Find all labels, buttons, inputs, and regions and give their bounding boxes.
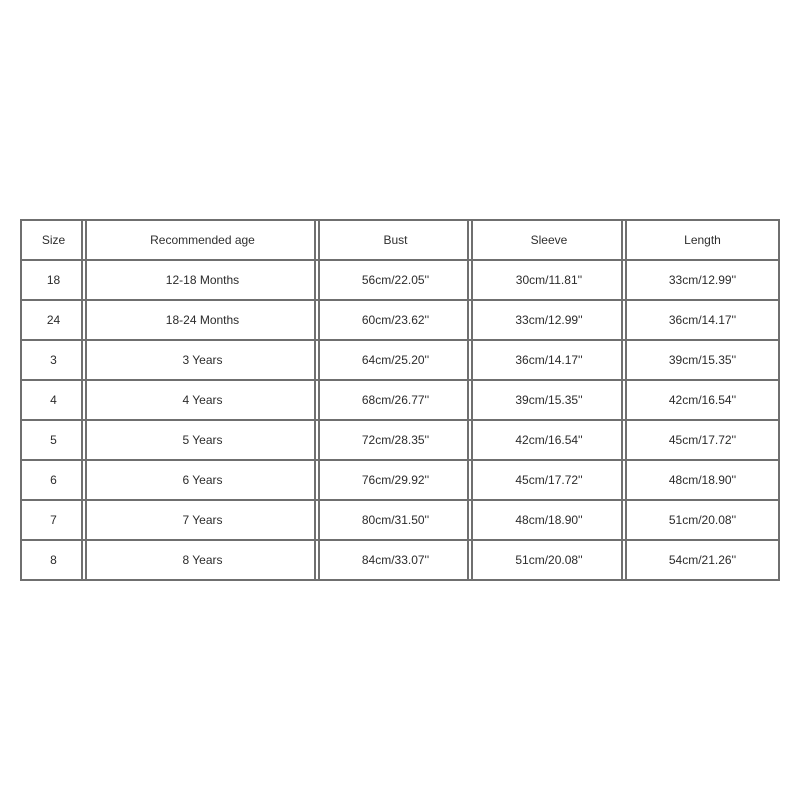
table-row bbox=[22, 501, 780, 541]
table-row bbox=[22, 421, 780, 461]
table-row bbox=[22, 301, 780, 341]
cell-sleeve: 48cm/18.90'' bbox=[473, 501, 627, 541]
cell-length: 54cm/21.26'' bbox=[627, 541, 780, 581]
cell-length: 39cm/15.35'' bbox=[627, 341, 780, 381]
table-row bbox=[22, 461, 780, 501]
cell-age: 8 Years bbox=[87, 541, 320, 581]
header-recommended-age: Recommended age bbox=[87, 221, 320, 261]
table-row bbox=[22, 341, 780, 381]
cell-bust: 76cm/29.92'' bbox=[320, 461, 473, 501]
cell-size: 4 bbox=[22, 381, 87, 421]
cell-length: 48cm/18.90'' bbox=[627, 461, 780, 501]
table-row bbox=[22, 541, 780, 581]
cell-bust: 56cm/22.05'' bbox=[320, 261, 473, 301]
cell-length: 42cm/16.54'' bbox=[627, 381, 780, 421]
cell-age: 7 Years bbox=[87, 501, 320, 541]
cell-length: 36cm/14.17'' bbox=[627, 301, 780, 341]
cell-size: 8 bbox=[22, 541, 87, 581]
cell-bust: 64cm/25.20'' bbox=[320, 341, 473, 381]
header-length: Length bbox=[627, 221, 780, 261]
cell-bust: 84cm/33.07'' bbox=[320, 541, 473, 581]
cell-sleeve: 33cm/12.99'' bbox=[473, 301, 627, 341]
size-chart-table bbox=[20, 219, 780, 581]
cell-age: 6 Years bbox=[87, 461, 320, 501]
cell-bust: 68cm/26.77'' bbox=[320, 381, 473, 421]
cell-length: 45cm/17.72'' bbox=[627, 421, 780, 461]
cell-size: 24 bbox=[22, 301, 87, 341]
header-bust: Bust bbox=[320, 221, 473, 261]
cell-sleeve: 36cm/14.17'' bbox=[473, 341, 627, 381]
cell-sleeve: 39cm/15.35'' bbox=[473, 381, 627, 421]
table-row bbox=[22, 261, 780, 301]
cell-length: 51cm/20.08'' bbox=[627, 501, 780, 541]
header-size: Size bbox=[22, 221, 87, 261]
header-sleeve: Sleeve bbox=[473, 221, 627, 261]
cell-age: 12-18 Months bbox=[87, 261, 320, 301]
header-row bbox=[22, 221, 780, 261]
cell-bust: 60cm/23.62'' bbox=[320, 301, 473, 341]
cell-age: 4 Years bbox=[87, 381, 320, 421]
cell-age: 3 Years bbox=[87, 341, 320, 381]
cell-size: 18 bbox=[22, 261, 87, 301]
cell-age: 18-24 Months bbox=[87, 301, 320, 341]
cell-sleeve: 42cm/16.54'' bbox=[473, 421, 627, 461]
cell-size: 5 bbox=[22, 421, 87, 461]
cell-bust: 80cm/31.50'' bbox=[320, 501, 473, 541]
cell-length: 33cm/12.99'' bbox=[627, 261, 780, 301]
cell-size: 3 bbox=[22, 341, 87, 381]
cell-sleeve: 45cm/17.72'' bbox=[473, 461, 627, 501]
cell-bust: 72cm/28.35'' bbox=[320, 421, 473, 461]
cell-sleeve: 51cm/20.08'' bbox=[473, 541, 627, 581]
cell-sleeve: 30cm/11.81'' bbox=[473, 261, 627, 301]
cell-size: 6 bbox=[22, 461, 87, 501]
table-row bbox=[22, 381, 780, 421]
cell-size: 7 bbox=[22, 501, 87, 541]
cell-age: 5 Years bbox=[87, 421, 320, 461]
